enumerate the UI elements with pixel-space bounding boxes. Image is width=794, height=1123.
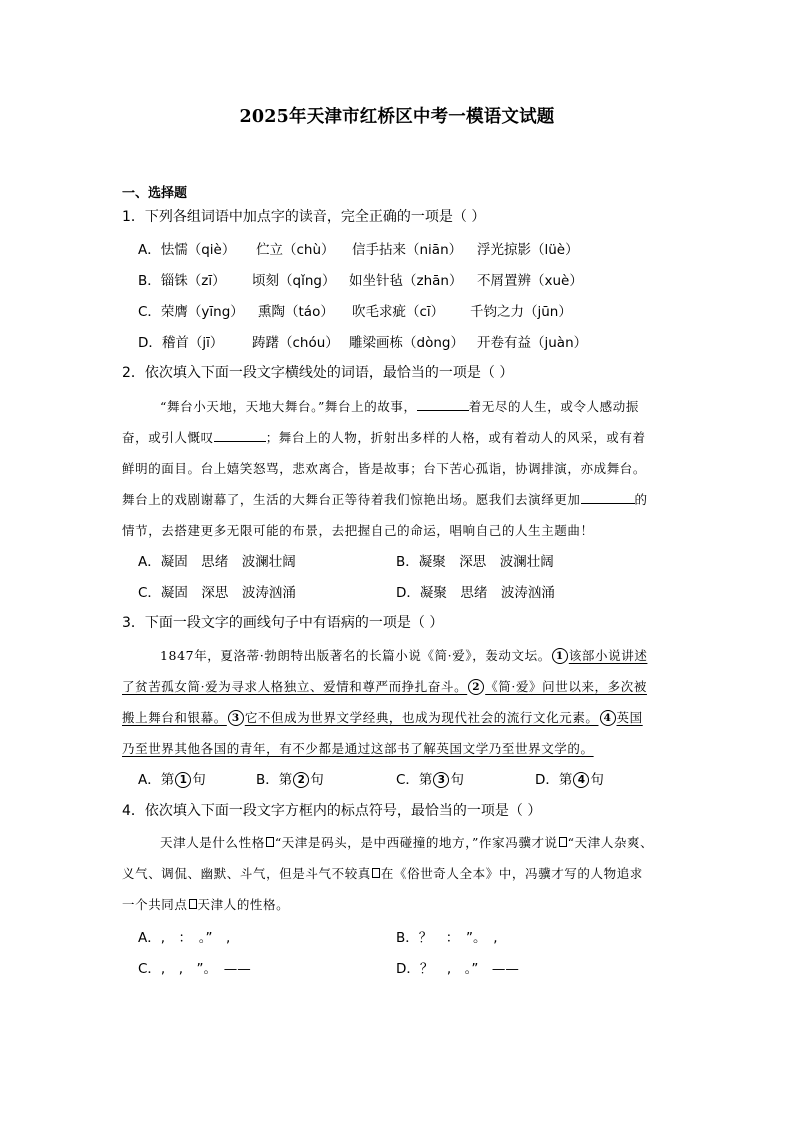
answer-blank [581, 491, 635, 504]
passage-line: 奋，或引人慨叹 ；舞台上的人物，折射出多样的人格，或有着动人的风采，或有着 [122, 430, 646, 445]
sentence-number-4: 4 [600, 710, 616, 726]
question-3-option-a[interactable]: A．第 1 句 [138, 772, 206, 788]
punctuation-box [559, 837, 567, 847]
question-4-stem: 4．依次填入下面一段文字方框内的标点符号，最恰当的一项是（ ） [122, 803, 542, 819]
passage-line: 舞台上的戏剧谢幕了，生活的大舞台正等待着我们惊艳出场。愿我们去演绎更加 的 [122, 492, 648, 507]
sentence-number-1: 1 [552, 648, 568, 664]
answer-blank [214, 429, 266, 442]
question-4-option-c[interactable]: C．, , ”。 —— [138, 961, 251, 977]
passage-line: 情节，去搭建更多无限可能的布景，去把握自己的命运，唱响自己的人生主题曲！ [122, 523, 594, 538]
sentence-number-2: 2 [468, 679, 484, 695]
question-2-option-a[interactable]: A．凝固 思绪 波澜壮阔 [138, 554, 296, 570]
passage-line: 了贫苦孤女简·爱为寻求人格独立、爱情和尊严而挣扎奋斗。 2 《简·爱》问世以来，多次被 [122, 679, 647, 694]
passage-line: 乃至世界其他各国的青年，有不少都是通过这部书了解英国文学乃至世界文学的。 [122, 741, 594, 756]
passage-line: 搬上舞台和银幕。 3 它不但成为世界文学经典，也成为现代社会的流行文化元素。 4 英国 [122, 710, 643, 725]
sentence-number-3: 3 [228, 710, 244, 726]
passage-line: 天津人是什么性格 “天津是码头，是中西碰撞的地方，”作家冯骥才说 “天津人杂爽、 [160, 835, 654, 850]
section-heading: 一、选择题 [122, 186, 188, 201]
passage-line: 1847年，夏洛蒂·勃朗特出版著名的长篇小说《简·爱》，轰动文坛。 1 该部小说讲述 [160, 648, 648, 663]
question-2-stem: 2．依次填入下面一段文字横线处的词语，最恰当的一项是（ ） [122, 365, 514, 381]
question-4-option-a[interactable]: A．, ： 。” , [138, 930, 231, 946]
question-3-option-d[interactable]: D．第 4 句 [535, 772, 604, 788]
question-4-option-d[interactable]: D．？ , 。” —— [396, 961, 519, 977]
passage-line: 鲜明的面目。台上嬉笑怒骂，悲欢离合，皆是故事；台下苦心孤诣，协调排演，亦成舞台。 [122, 461, 647, 476]
passage-line: 一个共同点 天津人的性格。 [122, 897, 290, 912]
punctuation-box [189, 899, 197, 909]
question-3-stem: 3．下面一段文字的画线句子中有语病的一项是（ ） [122, 615, 444, 631]
passage-line: 义气、调侃、幽默、斗气，但是斗气不较真 在《俗世奇人全本》中，冯骥才写的人物追求 [122, 866, 643, 881]
answer-blank [417, 398, 469, 411]
punctuation-box [266, 837, 274, 847]
question-2-option-d[interactable]: D．凝聚 思绪 波涛汹涌 [396, 585, 555, 601]
punctuation-box [372, 868, 380, 878]
question-2-option-b[interactable]: B．凝聚 深思 波澜壮阔 [396, 554, 554, 570]
page-title: 2025年天津市红桥区中考一模语文试题 [239, 107, 555, 127]
question-2-option-c[interactable]: C．凝固 深思 波涛汹涌 [138, 585, 296, 601]
question-3-option-b[interactable]: B．第 2 句 [256, 772, 324, 788]
passage-line: “舞台小天地，天地大舞台。”舞台上的故事， 着无尽的人生，或令人感动振 [160, 399, 639, 414]
question-3-option-c[interactable]: C．第 3 句 [396, 772, 464, 788]
question-4-option-b[interactable]: B．？ ： ”。 , [396, 930, 498, 946]
question-1-stem: 1．下列各组词语中加点字的读音，完全正确的一项是（ ） [122, 209, 486, 225]
